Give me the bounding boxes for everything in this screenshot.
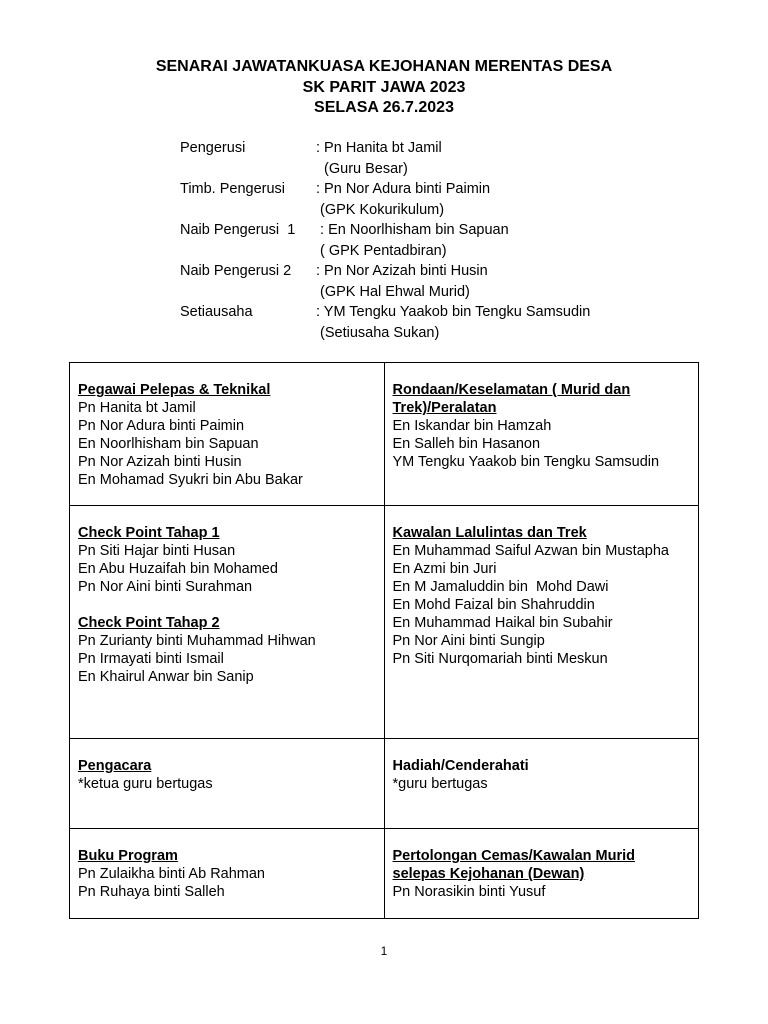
table-row bbox=[70, 739, 699, 829]
member-list bbox=[78, 632, 376, 686]
officer-name: : Pn Nor Azizah binti Husin bbox=[316, 263, 488, 279]
committee-member: En M Jamaluddin bin Mohd Dawi bbox=[392, 579, 609, 595]
officer-position: (GPK Hal Ehwal Murid) bbox=[320, 283, 470, 300]
officer-name: : Pn Hanita bt Jamil bbox=[316, 140, 442, 156]
document-title: SENARAI JAWATANKUASA KEJOHANAN MERENTAS DESA bbox=[155, 58, 613, 75]
table-row bbox=[70, 506, 699, 739]
member-list bbox=[78, 542, 376, 596]
committee-title: Check Point Tahap 1 bbox=[78, 525, 220, 541]
committee-member: Pn Zulaikha binti Ab Rahman bbox=[78, 866, 265, 882]
committee-member: Pn Siti Nurqomariah binti Meskun bbox=[392, 651, 608, 667]
committee-member: En Khairul Anwar bin Sanip bbox=[78, 669, 254, 685]
committee-member: YM Tengku Yaakob bin Tengku Samsudin bbox=[392, 454, 660, 470]
officer-entry bbox=[180, 138, 590, 179]
member-list bbox=[393, 883, 691, 901]
committee-title: Pegawai Pelepas & Teknikal bbox=[78, 382, 271, 398]
officer-entry bbox=[180, 302, 590, 343]
committee-member: Pn Zurianty binti Muhammad Hihwan bbox=[78, 633, 316, 649]
committee-title: Buku Program bbox=[78, 848, 178, 864]
committee-cell-rondaan bbox=[384, 363, 699, 506]
committee-member: Pn Nor Aini binti Sungip bbox=[392, 633, 545, 649]
committee-member: Pn Hanita bt Jamil bbox=[78, 400, 196, 416]
table-row bbox=[70, 829, 699, 919]
committee-member: En Noorlhisham bin Sapuan bbox=[78, 436, 259, 452]
officer-role: Pengerusi bbox=[180, 140, 246, 156]
committee-member: Pn Nor Adura binti Paimin bbox=[78, 418, 245, 434]
committee-member: En Mohamad Syukri bin Abu Bakar bbox=[78, 472, 303, 488]
committee-title: Pertolongan Cemas/Kawalan Murid selepas Kejohanan (Dewan) bbox=[392, 848, 636, 882]
committee-title: Kawalan Lalulintas dan Trek bbox=[392, 525, 587, 541]
committee-member: En Muhammad Saiful Azwan bin Mustapha bbox=[392, 543, 669, 559]
committee-member: *guru bertugas bbox=[392, 776, 488, 792]
member-list bbox=[78, 775, 376, 793]
officer-entry bbox=[180, 179, 590, 220]
committee-title: Pengacara bbox=[78, 758, 152, 774]
committee-cell-hadiah bbox=[384, 739, 699, 829]
committee-title: Hadiah/Cenderahati bbox=[392, 758, 529, 774]
event-date: SELASA 26.7.2023 bbox=[314, 99, 454, 116]
committee-member: Pn Irmayati binti Ismail bbox=[78, 651, 224, 667]
committee-title: Rondaan/Keselamatan ( Murid dan Trek)/Peralatan bbox=[392, 382, 631, 416]
officer-role: Setiausaha bbox=[180, 304, 253, 320]
school-name: SK PARIT JAWA 2023 bbox=[302, 79, 466, 96]
committee-member: En Iskandar bin Hamzah bbox=[392, 418, 552, 434]
committee-member: *ketua guru bertugas bbox=[78, 776, 213, 792]
committee-cell-checkpoint bbox=[70, 506, 385, 739]
committee-member: Pn Norasikin binti Yusuf bbox=[392, 884, 546, 900]
committee-member: En Muhammad Haikal bin Subahir bbox=[392, 615, 613, 631]
member-list bbox=[393, 775, 691, 793]
officer-position: (Guru Besar) bbox=[320, 160, 408, 177]
officer-name: : Pn Nor Adura binti Paimin bbox=[316, 181, 491, 197]
committee-cell-kawalan bbox=[384, 506, 699, 739]
committee-table bbox=[69, 362, 699, 919]
officer-name: : En Noorlhisham bin Sapuan bbox=[316, 222, 509, 238]
officer-role: Naib Pengerusi 1 bbox=[180, 222, 296, 238]
committee-member: Pn Siti Hajar binti Husan bbox=[78, 543, 236, 559]
committee-member: En Azmi bin Juri bbox=[392, 561, 497, 577]
page-number: 1 bbox=[380, 944, 388, 958]
member-list bbox=[78, 865, 376, 901]
committee-member: Pn Ruhaya binti Salleh bbox=[78, 884, 225, 900]
committee-member: En Abu Huzaifah bin Mohamed bbox=[78, 561, 278, 577]
committee-member: Pn Nor Aini binti Surahman bbox=[78, 579, 253, 595]
committee-cell-pengacara bbox=[70, 739, 385, 829]
officer-position: ( GPK Pentadbiran) bbox=[320, 242, 447, 259]
member-list bbox=[393, 417, 691, 471]
officer-role: Timb. Pengerusi bbox=[180, 181, 286, 197]
committee-member: En Salleh bin Hasanon bbox=[392, 436, 541, 452]
officer-position: (GPK Kokurikulum) bbox=[320, 201, 445, 218]
committee-cell-pegawai bbox=[70, 363, 385, 506]
committee-cell-buku bbox=[70, 829, 385, 919]
committee-member: Pn Nor Azizah binti Husin bbox=[78, 454, 242, 470]
officer-entry bbox=[180, 220, 590, 261]
member-list bbox=[78, 399, 376, 489]
committee-title: Check Point Tahap 2 bbox=[78, 615, 220, 631]
officers-list bbox=[180, 138, 590, 343]
officer-role: Naib Pengerusi 2 bbox=[180, 263, 292, 279]
member-list bbox=[393, 542, 691, 668]
officer-position: (Setiusaha Sukan) bbox=[320, 324, 440, 341]
table-row bbox=[70, 363, 699, 506]
officer-entry bbox=[180, 261, 590, 302]
committee-cell-pertolongan bbox=[384, 829, 699, 919]
committee-member: En Mohd Faizal bin Shahruddin bbox=[392, 597, 595, 613]
officer-name: : YM Tengku Yaakob bin Tengku Samsudin bbox=[316, 304, 591, 320]
